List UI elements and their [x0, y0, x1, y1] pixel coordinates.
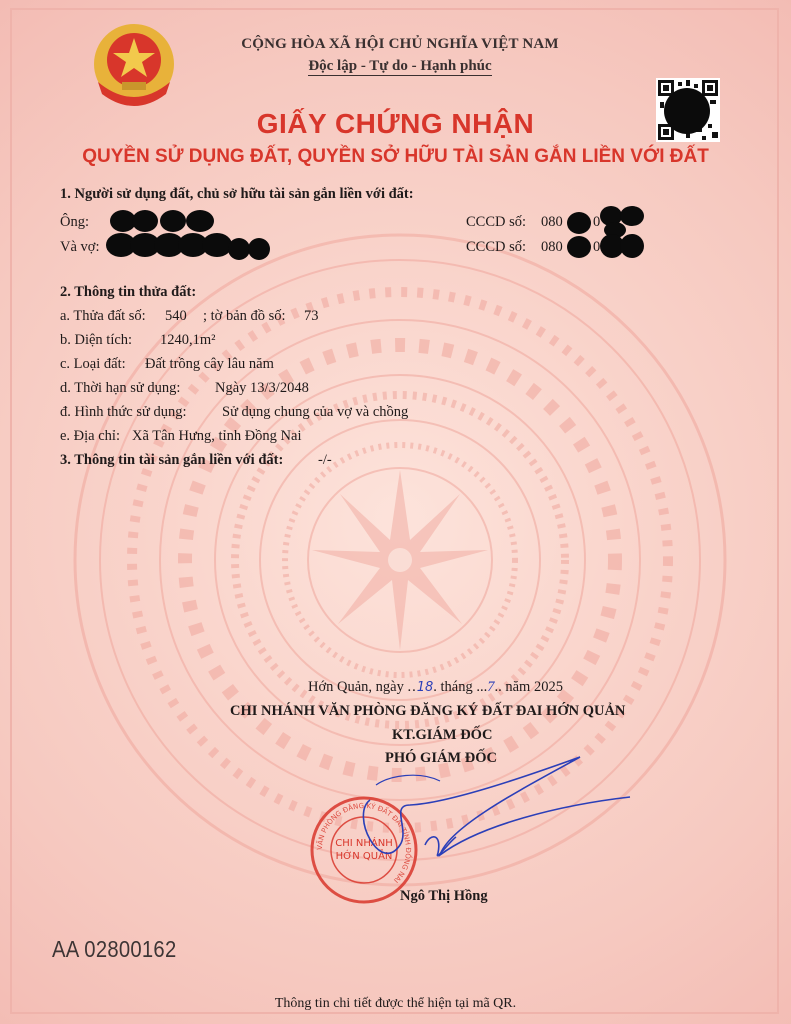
signer-name: Ngô Thị Hồng [400, 888, 488, 904]
section2-heading: 2. Thông tin thửa đất: [60, 284, 197, 300]
serial-number: AA 02800162 [52, 936, 177, 962]
issuing-office: CHI NHÁNH VĂN PHÒNG ĐĂNG KÝ ĐẤT ĐAI HỚN QUẢN [230, 703, 626, 719]
section3-heading: 3. Thông tin tài sản gắn liền với đất: [60, 452, 284, 468]
for-director: KT.GIÁM ĐỐC [392, 727, 493, 743]
parcel-number: 540 [165, 308, 187, 324]
redaction [620, 206, 644, 226]
redaction [567, 212, 591, 234]
term-value: Ngày 13/3/2048 [215, 380, 309, 396]
national-motto: Độc lập - Tự do - Hạnh phúc [308, 58, 492, 74]
land-type-value: Đất trồng cây lâu năm [145, 356, 274, 372]
section3-value: -/- [318, 452, 332, 468]
husband-id-prefix: 080 [541, 214, 563, 230]
map-sheet-label: ; tờ bản đồ số: [203, 308, 286, 324]
redaction [132, 210, 158, 232]
handwritten-signature [330, 745, 640, 885]
certificate-title: GIẤY CHỨNG NHẬN [256, 108, 535, 139]
land-type-label: c. Loại đất: [60, 356, 126, 372]
term-label: d. Thời hạn sử dụng: [60, 380, 181, 396]
husband-id-visible: 0 [593, 214, 601, 230]
address-value: Xã Tân Hưng, tỉnh Đồng Nai [132, 428, 302, 444]
country-name: CỘNG HÒA XÃ HỘI CHỦ NGHĨA VIỆT NAM [241, 36, 559, 52]
svg-text:HỚN QUẢN: HỚN QUẢN [335, 851, 393, 862]
parcel-label: a. Thửa đất số: [60, 308, 146, 324]
redaction [228, 238, 250, 260]
husband-label: Ông: [60, 214, 89, 230]
map-sheet-number: 73 [304, 308, 319, 324]
redaction [248, 238, 270, 260]
redaction [160, 210, 186, 232]
usage-form-value: Sử dụng chung của vợ và chồng [222, 404, 409, 420]
area-value: 1240,1m² [160, 332, 216, 348]
deputy-director-title: PHÓ GIÁM ĐỐC [385, 750, 497, 766]
svg-text:CHI NHÁNH: CHI NHÁNH [335, 838, 393, 849]
husband-id-label: CCCD số: [466, 214, 527, 230]
area-label: b. Diện tích: [60, 332, 133, 348]
usage-form-label: đ. Hình thức sử dụng: [60, 404, 187, 420]
wife-id-prefix: 080 [541, 239, 563, 255]
wife-id-label: CCCD số: [466, 239, 527, 255]
date-day: 18 [416, 680, 434, 695]
svg-text:VĂN PHÒNG ĐĂNG KÝ ĐẤT ĐAI TỈNH: VĂN PHÒNG ĐĂNG KÝ ĐẤT ĐAI TỈNH ĐỒNG NAI [315, 801, 413, 885]
address-label: e. Địa chỉ: [60, 428, 120, 444]
redaction [620, 234, 644, 258]
footer-note: Thông tin chi tiết được thể hiện tại mã QR. [274, 996, 517, 1011]
certificate-subtitle: QUYỀN SỬ DỤNG ĐẤT, QUYỀN SỞ HỮU TÀI SẢN GẮN LIỀN VỚI ĐẤT [82, 146, 709, 167]
section1-heading: 1. Người sử dụng đất, chủ sở hữu tài sản gắn liền với đất: [60, 186, 414, 202]
wife-label: Và vợ: [60, 239, 100, 255]
redaction [186, 210, 214, 232]
redaction [567, 236, 591, 258]
national-emblem-icon [88, 20, 180, 112]
place-date: Hớn Quản, ngày ..18. tháng ...7.. năm 2025 [308, 679, 563, 695]
wife-id-visible: 0 [593, 239, 601, 255]
date-month: 7 [487, 679, 495, 695]
